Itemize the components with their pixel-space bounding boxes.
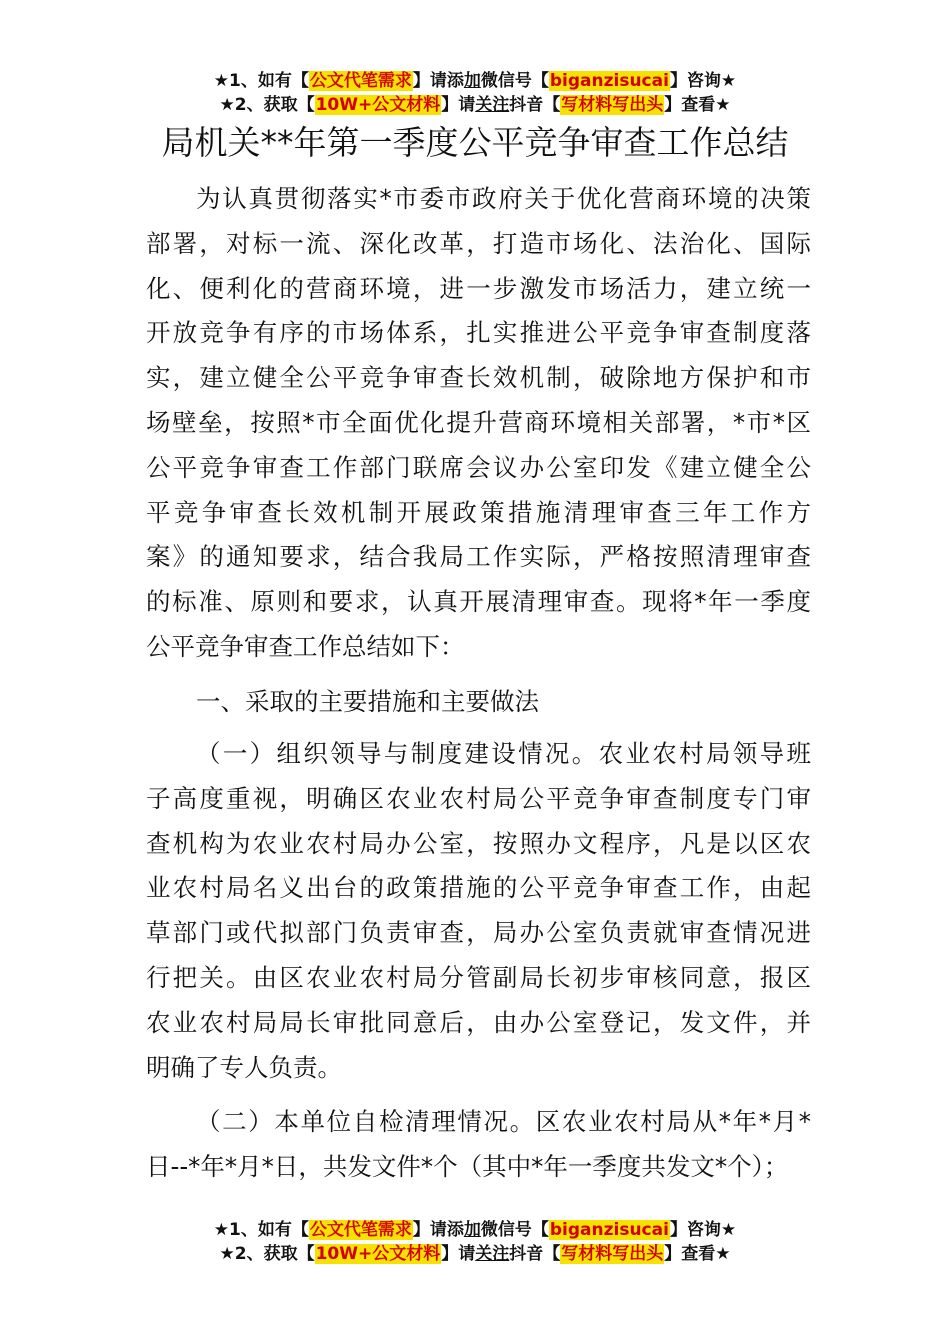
promo-text: 】请添 [412,71,464,91]
promo-text: 】查看★ [664,95,731,115]
promo-wechat-id: biganzisucai [549,1220,669,1240]
text-line: 场壁垒，按照*市全面优化提升营商环境相关部署，*市*区 [146,407,811,437]
promo-text: ★2、获取【 [219,1244,315,1264]
promo-line-1-bottom [0,1218,950,1242]
text-line: （一）组织领导与制度建设情况。农业农村局领导班 [196,739,811,768]
promo-highlight: 公文代笔需求 [309,71,412,91]
promo-text: ★1、如有【 [213,71,309,91]
promo-text: 微信号【 [480,1220,549,1240]
paragraph-intro [146,177,811,670]
promo-highlight: 10W+公文材料 [315,95,441,115]
promo-highlight: 公文代笔需求 [309,1220,412,1240]
text-line: （二）本单位自检清理情况。区农业农村局从*年*月* [196,1107,811,1136]
text-line: 草部门或代拟部门负责审查，局办公室负责就审查情况进 [146,918,811,948]
promo-line-2-bottom [0,1242,950,1266]
promo-text: 抖音【 [509,1244,561,1264]
text-line: 实，建立健全公平竞争审查长效机制，破除地方保护和市 [146,363,811,393]
promo-text: 】请 [441,1244,476,1264]
promo-text: ★2、获取【 [219,95,315,115]
text-line: 案》的通知要求，结合我局工作实际，严格按照清理审查 [146,542,811,572]
text-line: 为认真贯彻落实*市委市政府关于优化营商环境的决策 [196,184,811,213]
promo-underline: 加 [463,1220,481,1240]
promo-text: 】请 [441,95,476,115]
text-line: 子高度重视，明确区农业农村局公平竞争审查制度专门审 [146,783,811,813]
promo-text: 】查看★ [664,1244,731,1264]
promo-highlight: 10W+公文材料 [315,1244,441,1264]
promo-wechat-id: biganzisucai [549,71,669,91]
promo-text: 】咨询★ [669,71,737,91]
text-line: 部署，对标一流、深化改革，打造市场化、法治化、国际 [146,228,811,258]
text-line: 公平竞争审查工作部门联席会议办公室印发《建立健全公 [146,452,811,482]
promo-douyin-id: 写材料写出头 [561,1244,664,1264]
text-line: 化、便利化的营商环境，进一步激发市场活力，建立统一 [146,273,811,303]
text-line: 开放竞争有序的市场体系，扎实推进公平竞争审查制度落 [146,318,811,348]
paragraph-organization [146,732,811,1090]
text-line: 行把关。由区农业农村局分管副局长初步审核同意，报区 [146,962,811,992]
promo-text: 】请添 [412,1220,464,1240]
document-title: 局机关**年第一季度公平竞争审查工作总结 [161,123,789,162]
text-line: 农业农村局局长审批同意后，由办公室登记，发文件，并 [146,1007,811,1037]
promo-douyin-id: 写材料写出头 [561,95,664,115]
text-line: 日--*年*月*日，共发文件*个（其中*年一季度共发文*个）； [146,1151,789,1181]
section-heading-1 [146,680,811,725]
promo-underline: 加 [463,71,481,91]
text-line: 查机构为农业农村局办公室，按照办文程序，凡是以区农 [146,828,811,858]
promo-line-1 [0,69,950,93]
promo-line-2 [0,93,950,117]
text-line: 的标准、原则和要求，认真开展清理审查。现将*年一季度 [146,587,811,617]
paragraph-self-check [146,1100,811,1190]
text-line: 平竞争审查长效机制开展政策措施清理审查三年工作方 [146,497,811,527]
text-line: 明确了专人负责。 [146,1052,342,1082]
text-line: 公平竞争审查工作总结如下： [146,631,465,661]
text-line: 业农村局名义出台的政策措施的公平竞争审查工作，由起 [146,873,811,903]
promo-underline: 关注 [475,1244,510,1264]
heading-text: 一、采取的主要措施和主要做法 [196,687,539,716]
promo-text: ★1、如有【 [213,1220,309,1240]
promo-text: 抖音【 [509,95,561,115]
promo-text: 】咨询★ [669,1220,737,1240]
promo-underline: 关注 [475,95,510,115]
promo-text: 微信号【 [480,71,549,91]
